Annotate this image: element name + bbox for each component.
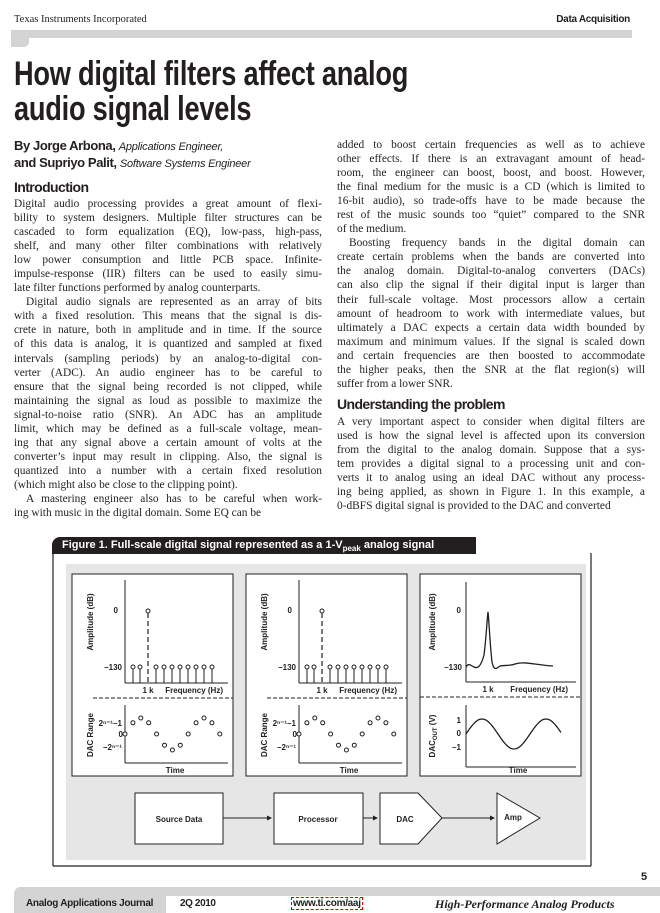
fundamental-marker [320, 609, 324, 613]
text-line: intervals (sampling periods) by an analog-to-digital con- [14, 352, 322, 365]
amp-y-label: Amplitude (dB) [260, 593, 269, 651]
sample-point [123, 732, 127, 736]
freq-tick-1k: 1 k [316, 686, 328, 695]
freq-tick-1k: 1 k [142, 686, 154, 695]
sample-point [210, 721, 214, 725]
text-line: shelf, and many other filter combinations with relatively [14, 240, 322, 253]
sample-point [392, 732, 396, 736]
dacout-tick-neg1: –1 [452, 743, 461, 752]
sample-point [337, 743, 341, 747]
amp-tick-130: –130 [444, 663, 462, 672]
amp-tick-130: –130 [104, 663, 122, 672]
text-line: converter’s input may result in clipping. Also, the signal is [14, 450, 322, 463]
text-line: ultimately a DAC expects a certain data width bounded by [337, 321, 645, 334]
sample-point [313, 716, 317, 720]
text-line: low power consumption and little PCB space. Infinite- [14, 254, 322, 267]
sample-point [360, 732, 364, 736]
footer-url-link[interactable]: www.ti.com/aaj [293, 898, 361, 909]
text-line: from the digital to the analog domain. Suppose that a sys- [337, 443, 645, 456]
text-line: of this data is analog, it is quantized and sampled at fixed [14, 338, 322, 351]
amp-y-label: Amplitude (dB) [86, 593, 95, 651]
sample-point [329, 732, 333, 736]
text-line: 0-dBFS digital signal is provided to the DAC and converted [337, 500, 611, 513]
time-label: Time [508, 766, 528, 775]
dac-label: DAC [396, 815, 414, 824]
noise-marker [202, 665, 206, 669]
sample-point [170, 748, 174, 752]
header-company: Texas Instruments Incorporated [14, 14, 147, 25]
text-line: limit, which may be defined as a full-scale voltage, mean- [14, 422, 322, 435]
text-line: maintaining the signal as loud as possible to maximize the [14, 394, 322, 407]
noise-marker [131, 665, 135, 669]
caption-end: analog signal [360, 539, 435, 551]
time-label: Time [165, 766, 185, 775]
sample-point [155, 732, 159, 736]
dac-y-label: DAC Range [260, 712, 269, 758]
panel-2 [246, 574, 407, 776]
footer-journal: Analog Applications Journal [26, 898, 154, 909]
sample-point [178, 743, 182, 747]
text-line: ensure that the signal being recorded is not clipped, while [14, 380, 322, 393]
noise-marker [186, 665, 190, 669]
sample-point [344, 748, 348, 752]
sample-point [352, 743, 356, 747]
sample-point [147, 721, 151, 725]
amp-label: Amp [504, 813, 522, 822]
panel-1 [72, 574, 233, 776]
footer-tagline: High-Performance Analog Products [435, 897, 615, 911]
caption-text: Figure 1. Full-scale digital signal represented as a 1-V [62, 539, 343, 551]
text-line: tem provides a digital signal to a processing unit and con- [337, 457, 645, 470]
noise-marker [194, 665, 198, 669]
dac-tick-bottom: –2ⁿ⁻¹ [103, 743, 122, 752]
sample-point [368, 721, 372, 725]
text-line: Digital audio processing provides a great amount of flexi- [14, 198, 322, 210]
author-name: and Supriyo Palit, [14, 155, 117, 170]
noise-marker [352, 665, 356, 669]
text-line: A very important aspect to consider when digital filters are [337, 415, 645, 428]
freq-tick-1k: 1 k [482, 685, 494, 694]
sample-point [218, 732, 222, 736]
freq-axis-label: Frequency (Hz) [339, 686, 397, 695]
dac-tick-zero: 0 [292, 730, 297, 739]
freq-axis-label: Frequency (Hz) [165, 686, 223, 695]
time-label: Time [339, 766, 359, 775]
noise-marker [162, 665, 166, 669]
dac-y-label: DAC Range [86, 712, 95, 758]
text-line: the higher peaks, then the SNR at the flat region(s) will [337, 363, 645, 376]
noise-marker [305, 665, 309, 669]
author-role: Software Systems Engineer [119, 158, 251, 170]
text-line: ing being applied, as shown in Figure 1. In this example, a [337, 486, 645, 499]
sample-point [186, 732, 190, 736]
text-line: A mastering engineer also has to be careful when work- [26, 492, 322, 505]
noise-marker [344, 665, 348, 669]
text-line: other effects. If there is an extravagant amount of head- [337, 153, 645, 166]
text-line: verts it to analog using an ideal DAC without any process- [337, 472, 645, 485]
amp-tick-0: 0 [287, 606, 292, 615]
text-line: impulse-response (IIR) filters can be used to easily simu- [14, 268, 322, 281]
dac-tick-top: 2ⁿ⁻¹–1 [98, 719, 122, 728]
text-line: 16-bit audio), so trade-offs have to be made because the [337, 195, 645, 208]
sample-point [163, 743, 167, 747]
text-line: amount of headroom to work with intermediate values, but [337, 307, 645, 320]
caption-sub: peak [342, 544, 361, 554]
sample-point [376, 716, 380, 720]
noise-marker [312, 665, 316, 669]
sample-point [305, 721, 309, 725]
text-line: the analog domain. Digital-to-analog converters (DACs) [337, 265, 645, 278]
noise-marker [138, 665, 142, 669]
dac-tick-zero: 0 [118, 730, 123, 739]
sample-point [202, 716, 206, 720]
dac-tick-bottom: –2ⁿ⁻¹ [277, 743, 296, 752]
title-line-2: audio signal levels [14, 90, 252, 128]
text-line: Boosting frequency bands in the digital domain can [349, 237, 645, 250]
text-line: Digital audio signals are represented as an array of bits [26, 296, 322, 309]
dac-tick-top: 2ⁿ⁻¹–1 [272, 719, 296, 728]
fundamental-marker [146, 609, 150, 613]
noise-marker [368, 665, 372, 669]
sample-point [131, 721, 135, 725]
freq-axis-label: Frequency (Hz) [510, 685, 568, 694]
text-line: bility to system designers. Multiple filter structures can be [14, 212, 322, 225]
noise-marker [376, 665, 380, 669]
header-section: Data Acquisition [556, 14, 630, 25]
text-line: late filter functions performed by analog counterparts. [14, 282, 261, 295]
text-line: ing with music in the digital domain. Some EQ can be [14, 507, 262, 520]
dacout-tick-1: 1 [456, 716, 461, 725]
text-line: of the medium. [337, 223, 407, 236]
amp-tick-0: 0 [113, 606, 118, 615]
author-role: Applications Engineer, [118, 141, 224, 153]
text-line: used is how the signal level is affected upon its conversion [337, 429, 645, 442]
text-line: create certain problems when the bands are converted into [337, 251, 645, 264]
text-line: can also clip the signal if their digital input is larger than [337, 279, 645, 292]
text-line: signal-to-noise ratio (SNR). An ADC has an amplitude [14, 408, 322, 421]
processor-label: Processor [298, 815, 338, 824]
text-line: with a fixed resolution. This means that the signal is dis- [14, 310, 322, 323]
text-line: maximum and minimum values. If the signal is scaled down [337, 335, 645, 348]
text-line: cascaded to form equalization (EQ), low-pass, high-pass, [14, 226, 322, 239]
text-line: and certain frequencies are then boosted to accommodate [337, 349, 645, 362]
text-line: quantized into a number with a certain fixed resolution [14, 464, 322, 477]
text-line: crete in nature, both in amplitude and in time. If the source [14, 324, 322, 337]
sample-point [139, 716, 143, 720]
title-line-1: How digital filters affect analog [14, 55, 409, 93]
noise-marker [384, 665, 388, 669]
sample-point [321, 721, 325, 725]
dacout-tick-0: 0 [456, 729, 461, 738]
sample-point [194, 721, 198, 725]
source-data-label: Source Data [155, 815, 203, 824]
footer-issue: 2Q 2010 [180, 898, 216, 909]
noise-marker [328, 665, 332, 669]
sample-point [384, 721, 388, 725]
noise-marker [178, 665, 182, 669]
text-line: ing that any signal above a certain amount of volts at the [14, 436, 322, 449]
amp-tick-130: –130 [278, 663, 296, 672]
text-line: room, the engineer can boost, boost, and boost. However, [337, 167, 645, 180]
noise-marker [170, 665, 174, 669]
amp-y-label: Amplitude (dB) [428, 593, 437, 651]
text-line: rest of the music sounds too “quiet” compared to the SNR [337, 209, 645, 222]
page-number: 5 [641, 871, 648, 883]
heading-introduction: Introduction [14, 179, 89, 195]
noise-marker [154, 665, 158, 669]
panel-3 [420, 574, 581, 776]
text-line: added to boost certain frequencies as well as to achieve [337, 139, 645, 151]
sample-point [297, 732, 301, 736]
noise-marker [336, 665, 340, 669]
author-name: By Jorge Arbona, [14, 138, 116, 153]
text-line: suffer from a lower SNR. [337, 377, 453, 390]
text-line: their full-scale voltage. Most processors allow a certain [337, 293, 645, 306]
text-line: verter (ADC). An audio engineer has to be careful to [14, 366, 322, 379]
text-line: (which might also be close to the clipping point). [14, 478, 238, 491]
dacout-y-label: $DAC_{OUT}$ (V) [428, 714, 439, 758]
noise-marker [210, 665, 214, 669]
text-line: the final medium for the music is a CD (which is limited to [337, 181, 645, 194]
amp-tick-0: 0 [456, 606, 461, 615]
heading-understanding: Understanding the problem [337, 395, 505, 412]
noise-marker [360, 665, 364, 669]
